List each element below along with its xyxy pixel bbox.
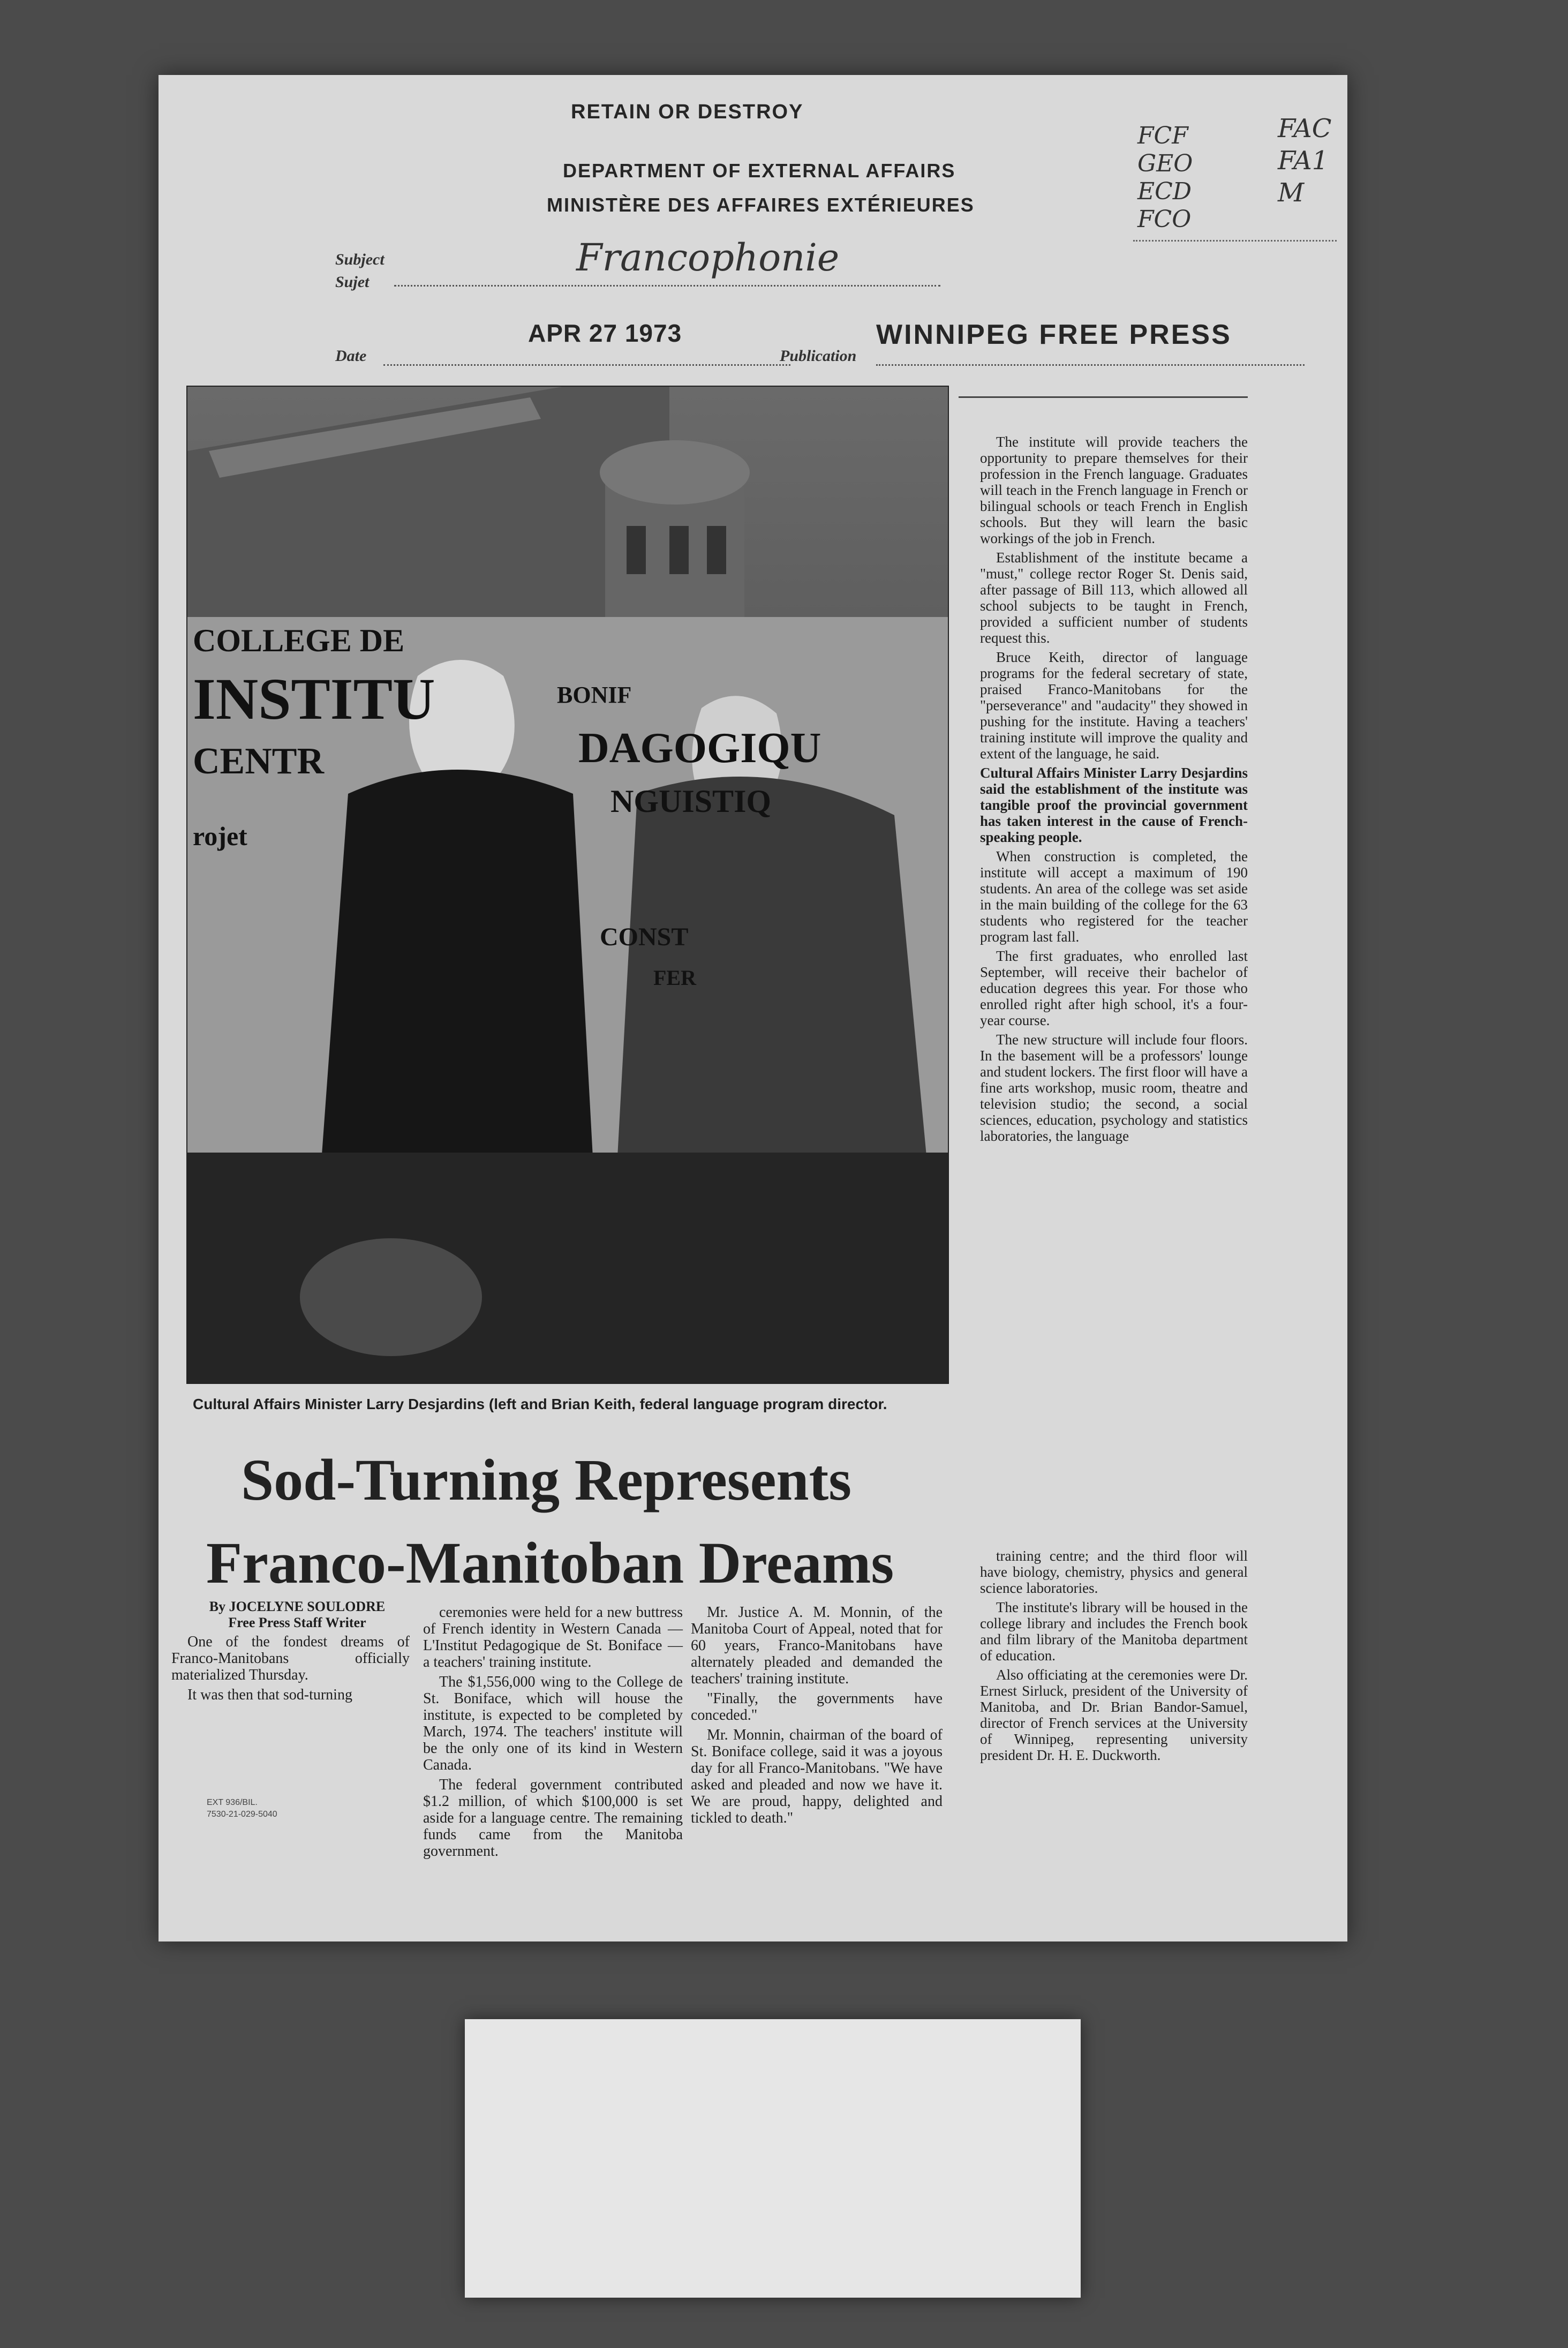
- byline: [185, 1599, 410, 1631]
- paragraph: The new structure will include four floors. In the basement will be a professors' lounge and student lockers. The first floor will have a fine arts workshop, music room, theatre and television studio; the second, a social sciences, education, psychology and statistics laboratories, the language: [980, 1032, 1248, 1144]
- sign-line: INSTITU: [193, 666, 435, 732]
- paragraph: Bruce Keith, director of language programs for the federal secretary of state, praised Franco-Manitobans for the "perseverance" and "audacity" they showed in pushing for the institute. Having a teachers' training institute will improve the quality and extent of the language, he said.: [980, 649, 1248, 762]
- paragraph: The $1,556,000 wing to the College de St. Boniface, which will house the institute, is expected to be completed by March, 1974. The teachers' institute will be the only one of its kind in Western Canada.: [423, 1674, 683, 1773]
- byline-author: By JOCELYNE SOULODRE: [209, 1599, 386, 1614]
- retain-label: RETAIN OR DESTROY: [571, 101, 804, 123]
- date-line: [383, 364, 790, 366]
- paragraph: The institute's library will be housed in the college library and includes the French book and film library of the Manitoba department of education.: [980, 1599, 1248, 1664]
- subject-handwritten: Francophonie: [576, 236, 840, 280]
- paragraph: When construction is completed, the institute will accept a maximum of 190 students. An area of the college was set aside in the main building of the college for the 63 students who registered for the teacher program last fall.: [980, 848, 1248, 945]
- sign-line: COLLEGE DE: [193, 623, 405, 658]
- subject-line: [394, 285, 940, 287]
- paragraph: It was then that sod-turning: [187, 1687, 352, 1703]
- paragraph: One of the fondest dreams of Franco-Manitobans officially materialized Thursday.: [171, 1634, 410, 1683]
- article-column-2: [423, 1604, 683, 1863]
- paragraph: Establishment of the institute became a "must," college rector Roger St. Denis said, after passage of Bill 113, which allowed all school subjects to be taught in French, provided a sufficient number of students request this.: [980, 550, 1248, 646]
- byline-staff: Free Press Staff Writer: [228, 1615, 366, 1630]
- publication-label: Publication: [780, 347, 857, 365]
- article-column-3: [691, 1604, 943, 1830]
- subject-label: Subject: [335, 251, 385, 268]
- sign-line: CENTR: [193, 741, 325, 782]
- headline-line-1: Sod-Turning Represents: [241, 1447, 852, 1512]
- paragraph: training centre; and the third floor will have biology, chemistry, physics and general science laboratories.: [980, 1548, 1248, 1596]
- routing-code: FCO: [1137, 206, 1192, 233]
- photo-caption: Cultural Affairs Minister Larry Desjardins (left and Brian Keith, federal language program director.: [193, 1396, 887, 1412]
- news-photo: [186, 386, 949, 1384]
- sign-line: FER: [653, 966, 696, 990]
- department-english: DEPARTMENT OF EXTERNAL AFFAIRS: [563, 160, 956, 182]
- paragraph: The federal government contributed $1.2 million, of which $100,000 is set aside for a language centre. The remaining funds came from the Manitoba government.: [423, 1777, 683, 1860]
- publication-stamp: WINNIPEG FREE PRESS: [876, 319, 1232, 350]
- routing-code: FAC: [1278, 114, 1332, 144]
- column-rule: [959, 396, 1248, 398]
- routing-codes-left: [1137, 122, 1193, 234]
- paragraph: Mr. Monnin, chairman of the board of St. Boniface college, said it was a joyous day for all Franco-Manitobans. "We have asked and pleaded and now we have it. We are proud, happy, delighted and tickled to death.": [691, 1727, 943, 1826]
- article-right-column-continued: [980, 1548, 1248, 1766]
- sign-line: CONST: [600, 923, 689, 951]
- sign-line: rojet: [193, 821, 247, 851]
- routing-code: FCF: [1137, 122, 1188, 149]
- routing-code: ECD: [1137, 178, 1192, 205]
- routing-code: M: [1278, 178, 1305, 208]
- form-number: [207, 1797, 277, 1820]
- paragraph: The institute will provide teachers the opportunity to prepare themselves for their profession in the French language. Graduates will teach in the French language in French or bilingual schools or teach French in English schools. But they will learn the basic workings of the job in French.: [980, 434, 1248, 546]
- date-stamp: APR 27 1973: [528, 319, 682, 347]
- date-label: Date: [335, 347, 367, 365]
- paragraph: Cultural Affairs Minister Larry Desjardins said the establishment of the institute was tangible proof the provincial government has taken interest in the cause of French-speaking people.: [980, 765, 1248, 845]
- sign-line: NGUISTIQ: [610, 784, 772, 819]
- form-number-line: EXT 936/BIL.: [207, 1798, 258, 1807]
- sign-line: DAGOGIQU: [578, 725, 821, 772]
- paragraph: ceremonies were held for a new buttress of French identity in Western Canada — L'Institut Pedagogique de St. Boniface — a teachers' training institute.: [423, 1604, 683, 1670]
- form-number-line: 7530-21-029-5040: [207, 1810, 277, 1819]
- routing-code: GEO: [1137, 150, 1193, 177]
- photo-illustration: [187, 387, 948, 1383]
- department-french: MINISTÈRE DES AFFAIRES EXTÉRIEURES: [547, 194, 975, 216]
- paragraph: Mr. Justice A. M. Monnin, of the Manitoba Court of Appeal, noted that for 60 years, Franco-Manitobans have alternately pleaded and demanded the teachers' training institute.: [691, 1604, 943, 1687]
- sign-line: BONIF: [557, 682, 632, 708]
- paragraph: Also officiating at the ceremonies were Dr. Ernest Sirluck, president of the University of Manitoba, and Dr. Brian Bandor-Samuel, director of French services at the University of Winnipeg, representing university president Dr. H. E. Duckworth.: [980, 1667, 1248, 1763]
- article-right-column: [980, 434, 1248, 1147]
- blank-stub-card: [465, 2019, 1081, 2298]
- sujet-label: Sujet: [335, 273, 370, 291]
- article-column-1: [171, 1634, 410, 1706]
- paragraph: "Finally, the governments have conceded.": [691, 1690, 943, 1724]
- codes-rule: [1133, 240, 1337, 242]
- publication-line: [876, 364, 1305, 366]
- routing-codes-right: [1278, 112, 1332, 209]
- paragraph: The first graduates, who enrolled last September, will receive their bachelor of education degrees this year. For those who enrolled right after high school, it's a four-year course.: [980, 948, 1248, 1028]
- routing-code: FA1: [1278, 146, 1329, 176]
- headline-line-2: Franco-Manitoban Dreams: [206, 1530, 894, 1596]
